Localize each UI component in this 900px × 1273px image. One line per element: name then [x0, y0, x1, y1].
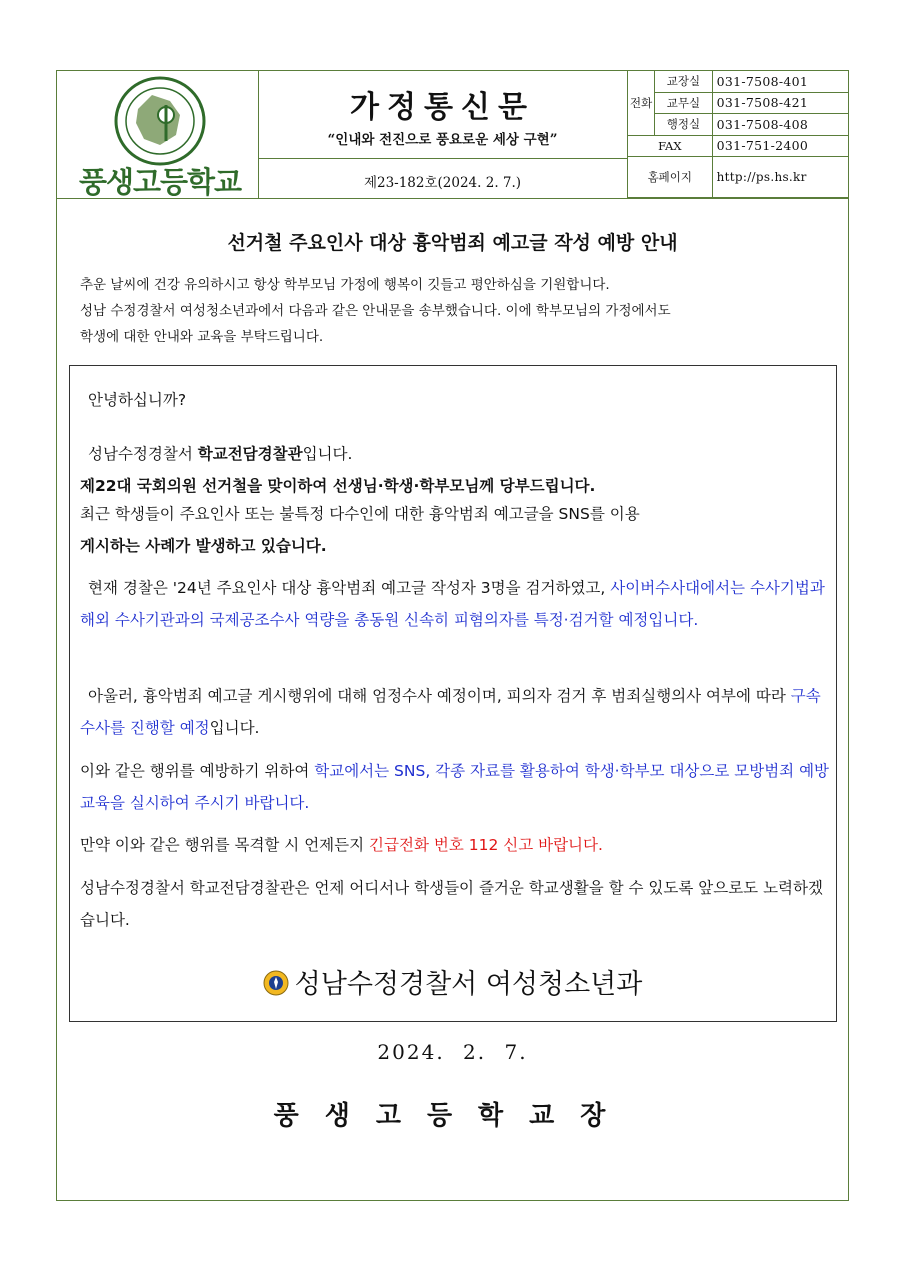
- page-title: 가정통신문: [350, 90, 535, 125]
- notice-paragraph: 최근 학생들이 주요인사 또는 불특정 다수인에 대한 흉악범죄 예고글을 SNS를 이용: [80, 505, 640, 523]
- notice-paragraph: [80, 829, 830, 861]
- police-emblem-icon: [263, 970, 289, 996]
- contact-number: 031-7508-421: [712, 92, 848, 114]
- intro-line: 학생에 대한 안내와 교육을 부탁드립니다.: [80, 329, 324, 345]
- header-divider-h1: [258, 158, 627, 159]
- intro-line: 추운 날씨에 건강 유의하시고 항상 학부모님 가정에 행복이 깃들고 평안하심을 기원합니다.: [80, 277, 610, 293]
- text-span: 입니다.: [302, 445, 353, 463]
- contact-label: 교무실: [655, 92, 712, 114]
- fax-number: 031-751-2400: [712, 135, 848, 157]
- text-span: 입니다.: [209, 719, 260, 737]
- notice-paragraph: [80, 572, 830, 636]
- intro-text: [80, 272, 830, 350]
- notice-paragraph: 성남수정경찰서 학교전담경찰관은 언제 어디서나 학생들이 즐거운 학교생활을 할 수 있도록 앞으로도 노력하겠습니다.: [80, 879, 823, 929]
- intro-line: 성남 수정경찰서 여성청소년과에서 다음과 같은 안내문을 송부했습니다. 이에 학부모님의 가정에서도: [80, 303, 671, 319]
- text-span: 학교전담경찰관: [197, 445, 303, 463]
- highlight-text: 구속수사를 진행할 예정: [80, 687, 821, 737]
- highlight-text: 사이버수사대에서는 수사기법과 해외 수사기관과의 국제공조수사 역량을 총동원 신속히 피혐의자를 특정·검거할 예정입니다.: [80, 579, 825, 629]
- contact-table: [627, 70, 849, 198]
- text-span: 성남수정경찰서: [88, 445, 198, 463]
- notice-paragraph: [80, 680, 830, 744]
- text-span: 만약 이와 같은 행위를 목격할 시 언제든지: [80, 836, 370, 854]
- issue-date: 2024. 2. 7.: [377, 1040, 528, 1064]
- text-span: 현재 경찰은 '24년 주요인사 대상 흉악범죄 예고글 작성자 3명을 검거하였고,: [88, 579, 611, 597]
- issue-number: 제23-182호(2024. 2. 7.): [363, 175, 522, 191]
- contact-number: 031-7508-401: [712, 71, 848, 93]
- text-span: 이와 같은 행위를 예방하기 위하여: [80, 762, 315, 780]
- homepage-label: 홈페이지: [628, 157, 713, 198]
- phone-label: 전화: [628, 71, 655, 136]
- signature-text: 성남수정경찰서 여성청소년과: [294, 969, 643, 1000]
- school-logo: [100, 75, 220, 167]
- notice-paragraph: [80, 755, 830, 819]
- school-motto: “인내와 전진으로 풍요로운 세상 구현”: [327, 132, 558, 148]
- contact-label: 행정실: [655, 114, 712, 136]
- text-span: 아울러, 흉악범죄 예고글 게시행위에 대해 엄정수사 예정이며, 피의자 검거 후 범죄실행의사 여부에 따라: [88, 687, 791, 705]
- principal-signature: 풍생고등학교장: [273, 1101, 632, 1131]
- notice-paragraph: 게시하는 사례가 발생하고 있습니다.: [80, 537, 327, 555]
- homepage-link[interactable]: http://ps.hs.kr: [712, 157, 848, 198]
- notice-signature: [56, 962, 849, 1001]
- school-name: 풍생고등학교: [78, 165, 242, 199]
- emergency-text: 긴급전화 번호 112 신고 바랍니다.: [369, 836, 603, 854]
- notice-subject: 선거철 주요인사 대상 흉악범죄 예고글 작성 예방 안내: [227, 232, 678, 254]
- highlight-text: 학교에서는 SNS, 각종 자료를 활용하여 학생·학부모 대상으로 모방범죄 예방교육을 실시하여 주시기 바랍니다.: [80, 762, 830, 812]
- contact-number: 031-7508-408: [712, 114, 848, 136]
- notice-greeting: 안녕하십니까?: [88, 391, 187, 409]
- contact-label: 교장실: [655, 71, 712, 93]
- fax-label: FAX: [628, 135, 713, 157]
- notice-paragraph: 제22대 국회의원 선거철을 맞이하여 선생님·학생·학부모님께 당부드립니다.: [80, 477, 596, 495]
- notice-paragraph: [88, 438, 838, 470]
